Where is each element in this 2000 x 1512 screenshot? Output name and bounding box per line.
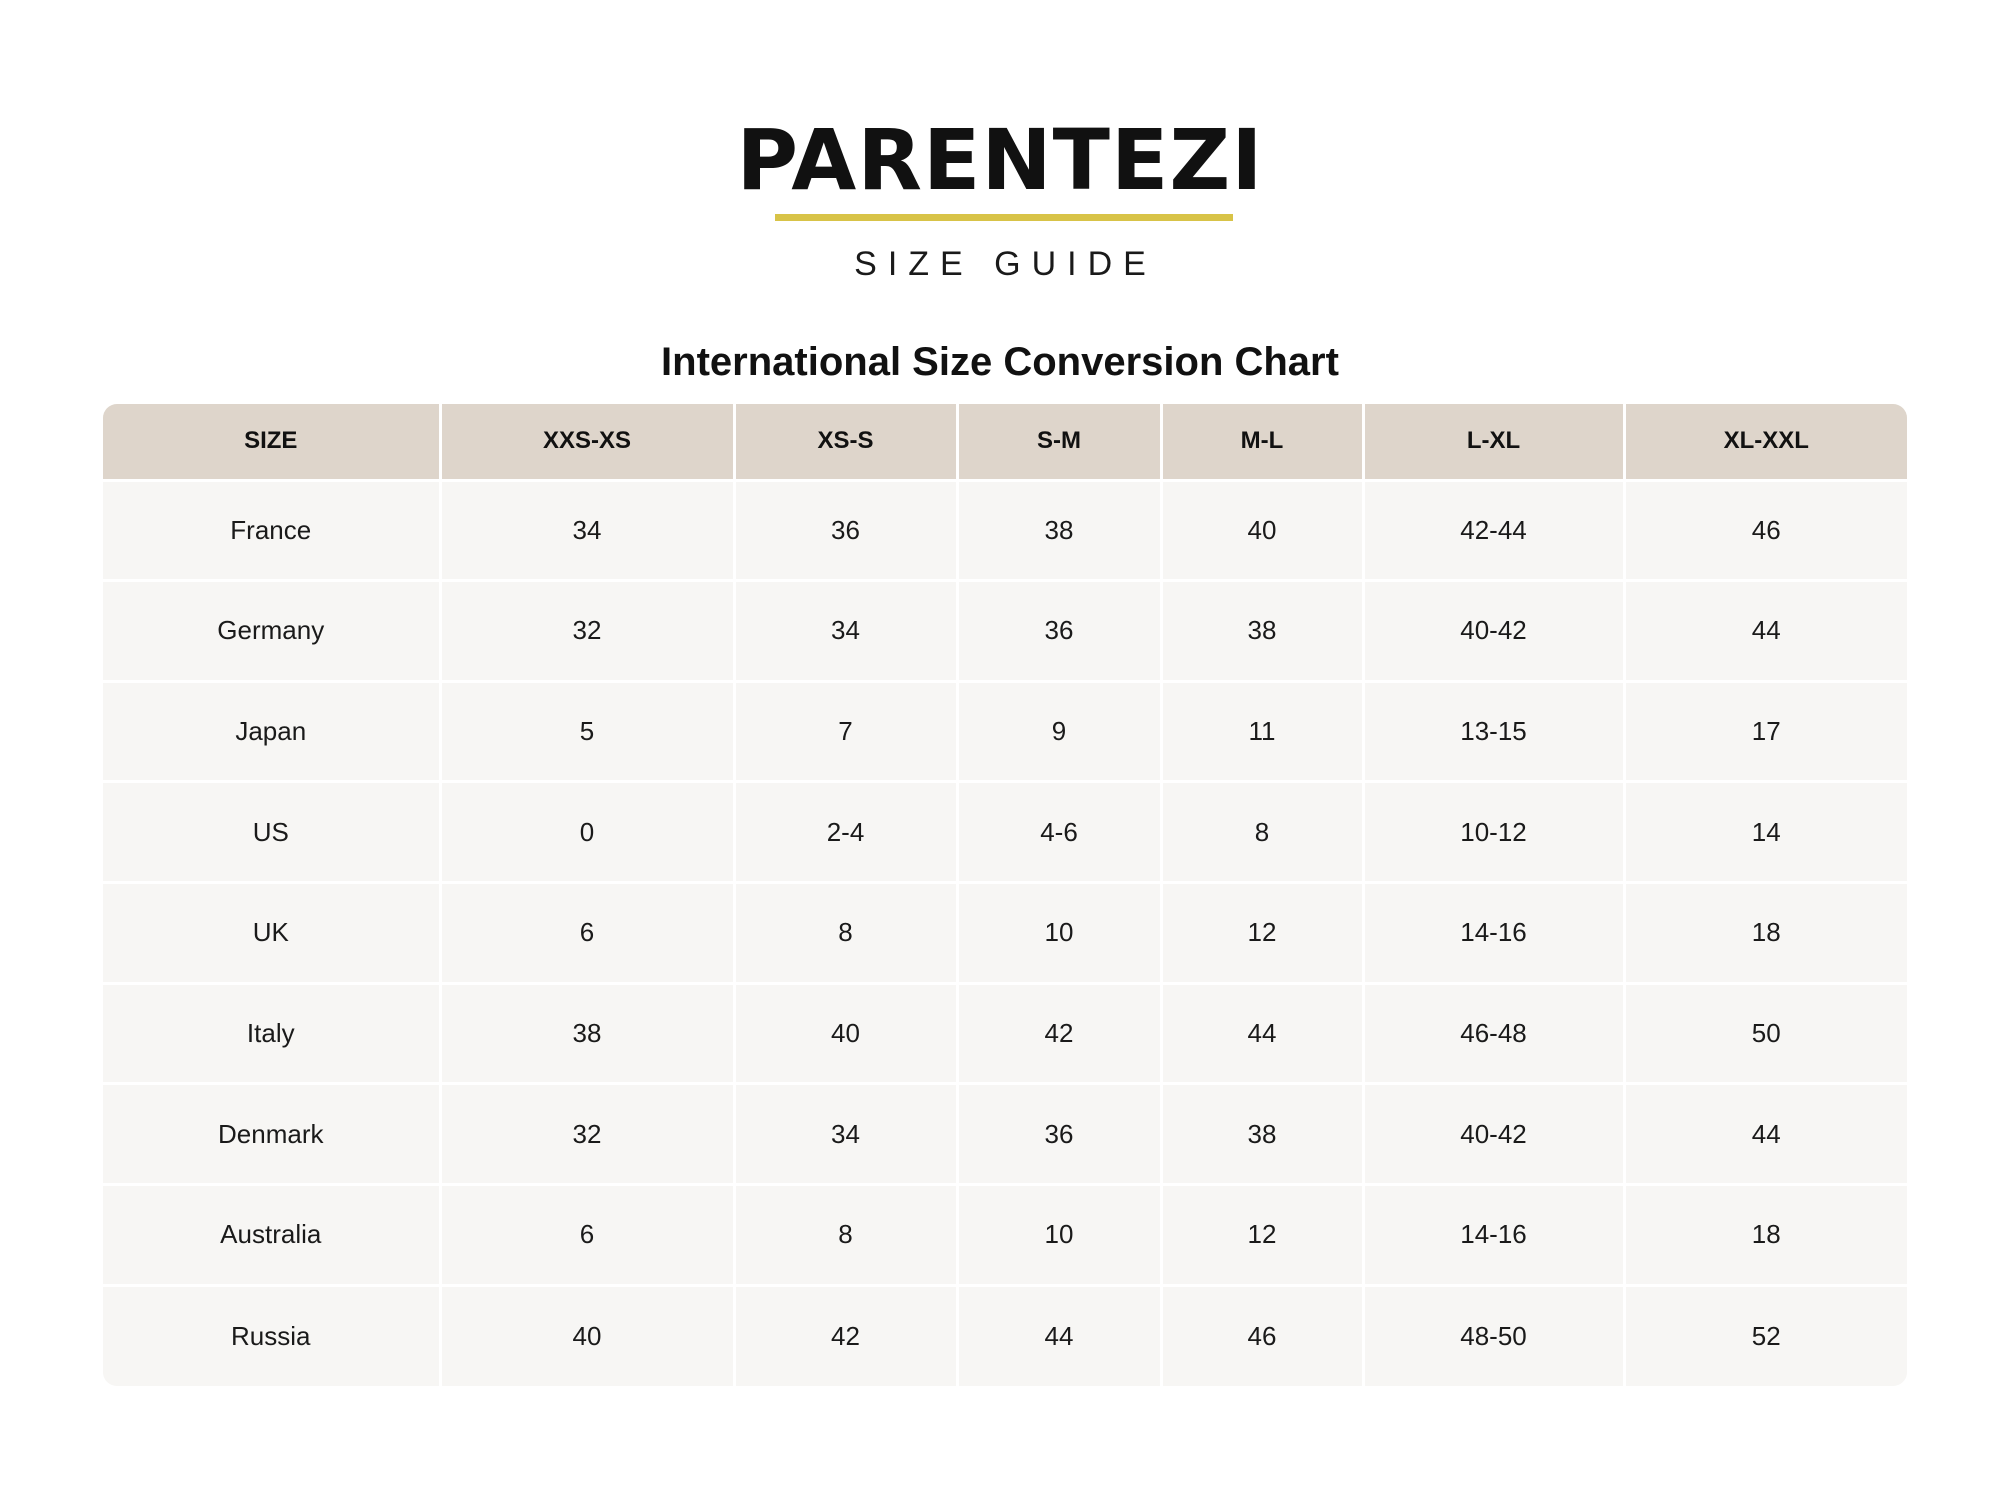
column-header: L-XL [1363,404,1624,480]
size-cell: 36 [734,480,957,581]
size-cell: 4-6 [957,782,1161,883]
size-cell: 8 [734,1185,957,1286]
size-cell: 46 [1161,1285,1363,1386]
size-cell: 46-48 [1363,983,1624,1084]
size-cell: 38 [1161,1084,1363,1185]
country-cell: Italy [103,983,440,1084]
column-header: XS-S [734,404,957,480]
size-cell: 14-16 [1363,1185,1624,1286]
table-row [103,1185,1907,1286]
size-cell: 9 [957,681,1161,782]
country-cell: Germany [103,581,440,682]
column-header: XL-XXL [1723,427,1809,455]
size-cell: 32 [440,581,734,682]
size-cell: 40 [734,983,957,1084]
brand-header [0,111,2000,283]
size-cell: 44 [1161,983,1363,1084]
country-cell: Russia [103,1285,440,1386]
size-cell: 18 [1751,917,1781,948]
country-cell: Japan [103,681,440,782]
size-cell: 36 [957,581,1161,682]
size-cell: 5 [440,681,734,782]
table-row [103,1084,1907,1185]
size-cell: 40 [1161,480,1363,581]
size-cell: 12 [1161,1185,1363,1286]
size-cell: 40 [440,1285,734,1386]
size-cell: 8 [1161,782,1363,883]
size-cell: 2-4 [734,782,957,883]
size-cell: 44 [1751,615,1781,646]
size-cell: 32 [440,1084,734,1185]
size-cell: 10 [957,883,1161,984]
country-cell: US [103,782,440,883]
brand-underline [775,214,1233,221]
size-cell: 34 [734,1084,957,1185]
size-cell: 18 [1751,1219,1781,1250]
table-header-row [103,404,1907,480]
chart-title: International Size Conversion Chart [661,340,1339,384]
size-cell: 38 [1161,581,1363,682]
size-cell: 17 [1751,716,1781,747]
table-row [103,983,1907,1084]
size-cell: 38 [440,983,734,1084]
country-cell: Denmark [103,1084,440,1185]
size-cell: 36 [957,1084,1161,1185]
table-row [103,883,1907,984]
size-cell: 38 [957,480,1161,581]
brand-subtitle: SIZE GUIDE [854,245,1157,283]
size-cell: 48-50 [1363,1285,1624,1386]
table-header [103,404,1907,480]
size-cell: 34 [734,581,957,682]
table-row [103,581,1907,682]
country-cell: Australia [103,1185,440,1286]
size-cell: 14-16 [1363,883,1624,984]
size-cell: 6 [440,1185,734,1286]
country-cell: UK [103,883,440,984]
size-cell: 10 [957,1185,1161,1286]
size-cell: 11 [1161,681,1363,782]
table-row [103,1285,1907,1386]
size-cell: 40-42 [1363,581,1624,682]
size-cell: 34 [440,480,734,581]
column-header: M-L [1161,404,1363,480]
table-row [103,681,1907,782]
size-cell: 44 [1751,1118,1781,1149]
size-table [103,404,1907,1386]
column-header: XXS-XS [440,404,734,480]
size-cell: 50 [1751,1018,1781,1049]
size-cell: 0 [440,782,734,883]
size-cell: 13-15 [1363,681,1624,782]
size-cell: 44 [957,1285,1161,1386]
size-conversion-table [103,404,1907,1386]
size-cell: 12 [1161,883,1363,984]
country-cell: France [103,480,440,581]
size-cell: 42 [957,983,1161,1084]
brand-logo: PARENTEZI [736,111,1264,209]
size-cell: 42 [734,1285,957,1386]
size-cell: 46 [1751,514,1781,545]
table-row [103,480,1907,581]
size-cell: 10-12 [1363,782,1624,883]
size-cell: 52 [1751,1320,1781,1351]
table-body [103,480,1907,1386]
size-cell: 14 [1751,816,1781,847]
size-cell: 40-42 [1363,1084,1624,1185]
column-header: SIZE [103,404,440,480]
size-cell: 8 [734,883,957,984]
size-cell: 42-44 [1363,480,1624,581]
column-header: S-M [957,404,1161,480]
table-row [103,782,1907,883]
size-cell: 7 [734,681,957,782]
size-cell: 6 [440,883,734,984]
